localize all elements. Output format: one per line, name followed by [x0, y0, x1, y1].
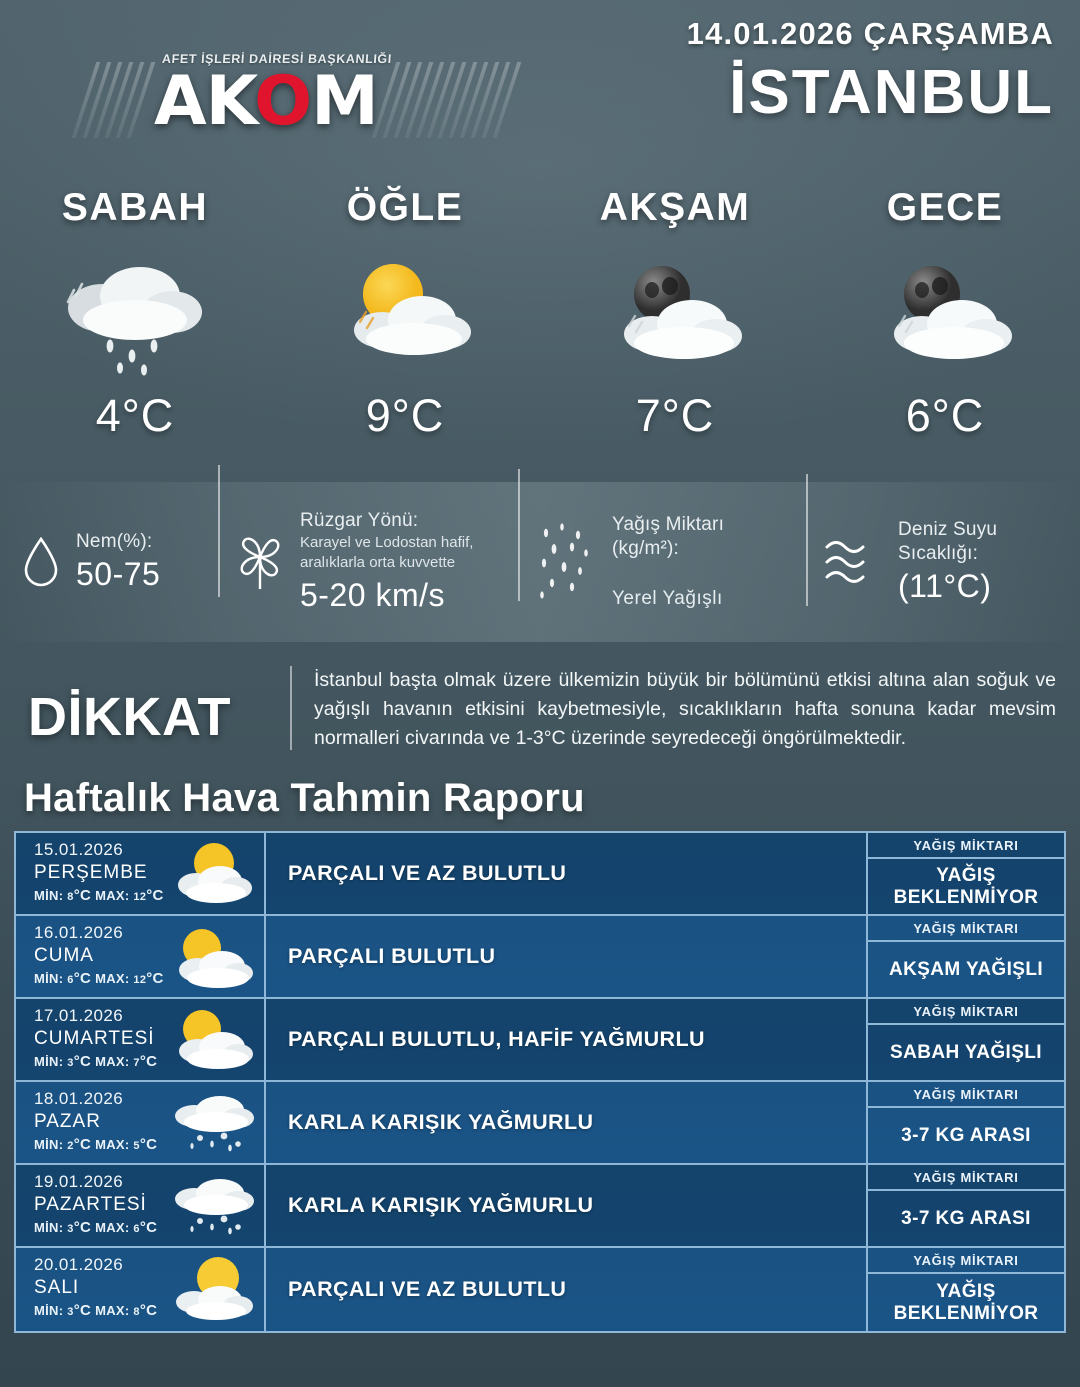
humidity-caption: Nem(%): [76, 530, 153, 552]
wind-value: 5-20 km/s [300, 576, 445, 613]
precip-header: YAĞIŞ MİKTARI [868, 1082, 1064, 1108]
precip-value: YAĞIŞ BEKLENMİYOR [893, 1280, 1039, 1324]
sun-behind-cloud-icon [162, 1252, 258, 1326]
logo-stripes-right [384, 62, 509, 138]
row-date-cell [16, 1082, 266, 1163]
logo-ak: AK [154, 62, 255, 141]
row-temps: MİN: 6°C MAX: 12°C [34, 970, 164, 987]
row-date: 15.01.2026 [34, 840, 124, 859]
metric-wind [218, 509, 518, 614]
table-row [16, 1165, 1064, 1248]
weekly-forecast-table [14, 831, 1066, 1333]
logo-m: M [311, 62, 378, 141]
daypart-ogle [270, 186, 540, 478]
max-label: MAX: [95, 1303, 130, 1318]
precip-value: AKŞAM YAĞIŞLI [888, 958, 1044, 980]
logo-wordmark [154, 62, 378, 141]
precip-header: YAĞIŞ MİKTARI [868, 916, 1064, 942]
min-label: MİN: [34, 888, 64, 903]
row-date: 16.01.2026 [34, 923, 124, 942]
min-label: MİN: [34, 971, 64, 986]
wind-detail: Karayel ve Lodostan hafif, aralıklarla orta kuvvette [300, 534, 474, 572]
row-description: PARÇALI VE AZ BULUTLU [288, 1277, 567, 1301]
precip-header: YAĞIŞ MİKTARI [868, 1165, 1064, 1191]
daypart-label: ÖĞLE [346, 186, 464, 229]
header [0, 0, 1080, 178]
precip-value: Yerel Yağışlı [612, 587, 723, 609]
akom-logo [84, 52, 664, 148]
daypart-label: AKŞAM [599, 186, 751, 229]
precip-value: 3-7 KG ARASI [901, 1124, 1031, 1146]
row-description: KARLA KARIŞIK YAĞMURLU [288, 1193, 594, 1217]
daypart-sabah [0, 186, 270, 478]
warning-section [0, 642, 1080, 770]
metric-precipitation [518, 513, 806, 610]
row-date: 20.01.2026 [34, 1255, 124, 1274]
weekly-title: Haftalık Hava Tahmin Raporu [24, 776, 585, 820]
table-row [16, 916, 1064, 999]
row-desc-cell [266, 999, 868, 1080]
min-value: 3 [67, 1223, 74, 1235]
daypart-temp: 9°C [365, 390, 445, 441]
min-value: 2 [67, 1140, 74, 1152]
min-value: 3 [67, 1057, 74, 1069]
row-date-cell [16, 833, 266, 914]
moon-behind-cloud-icon [580, 246, 770, 386]
min-label: MİN: [34, 1137, 64, 1152]
max-label: MAX: [95, 888, 130, 903]
humidity-value: 50-75 [76, 556, 161, 593]
row-precip-cell [868, 833, 1064, 914]
row-temps: MİN: 8°C MAX: 12°C [34, 887, 164, 904]
precip-header: YAĞIŞ MİKTARI [868, 999, 1064, 1025]
row-description: PARÇALI VE AZ BULUTLU [288, 861, 567, 885]
row-description: PARÇALI BULUTLU [288, 944, 496, 968]
table-row [16, 833, 1064, 916]
row-desc-cell [266, 916, 868, 997]
row-temps: MİN: 3°C MAX: 8°C [34, 1302, 158, 1319]
daypart-gece [810, 186, 1080, 478]
max-value: 8 [133, 1306, 140, 1318]
row-precip-cell [868, 1082, 1064, 1163]
row-date-cell [16, 1248, 266, 1331]
row-date: 18.01.2026 [34, 1089, 124, 1108]
precip-value: 3-7 KG ARASI [901, 1207, 1031, 1229]
max-label: MAX: [95, 1137, 130, 1152]
max-label: MAX: [95, 1220, 130, 1235]
precip-header: YAĞIŞ MİKTARI [868, 1248, 1064, 1274]
row-date-cell [16, 999, 266, 1080]
row-temps: MİN: 2°C MAX: 5°C [34, 1136, 158, 1153]
rain-drops-icon [534, 519, 598, 605]
daypart-temp: 6°C [905, 390, 985, 441]
min-label: MİN: [34, 1054, 64, 1069]
sleet-cloud-icon [162, 1169, 258, 1243]
max-value: 12 [133, 891, 147, 903]
row-description: PARÇALI BULUTLU, HAFİF YAĞMURLU [288, 1027, 705, 1051]
wind-caption: Rüzgar Yönü: [300, 510, 419, 532]
daypart-temp: 4°C [95, 390, 175, 441]
min-value: 8 [67, 891, 74, 903]
row-day: CUMARTESİ [34, 1028, 155, 1049]
table-row [16, 1082, 1064, 1165]
max-value: 6 [133, 1223, 140, 1235]
daypart-label: SABAH [61, 186, 209, 229]
logo-stripes-left [84, 62, 143, 138]
row-date: 19.01.2026 [34, 1172, 124, 1191]
sun-behind-cloud-icon [310, 246, 500, 386]
max-value: 5 [133, 1140, 140, 1152]
row-precip-cell [868, 916, 1064, 997]
row-temps: MİN: 3°C MAX: 7°C [34, 1053, 158, 1070]
metric-humidity [0, 530, 218, 595]
table-row [16, 999, 1064, 1082]
row-day: SALI [34, 1277, 80, 1298]
report-date: 14.01.2026 ÇARŞAMBA [686, 16, 1054, 51]
daypart-temp: 7°C [635, 390, 715, 441]
row-day: PAZARTESİ [34, 1194, 147, 1215]
daypart-row [0, 178, 1080, 478]
row-date-cell [16, 1165, 266, 1246]
warning-text: İstanbul başta olmak üzere ülkemizin büyük bir bölümünü etkisi altına alan soğuk ve yağışlı havanın etkisini kaybetmesiyle, sıcaklıkların hafta sonuna kadar mevsim normalleri civarında ve 1-3°C üzerinde seyredeceği öngörülmektedir. [314, 669, 1056, 749]
row-day: PAZAR [34, 1111, 101, 1132]
min-label: MİN: [34, 1303, 64, 1318]
row-date: 17.01.2026 [34, 1006, 124, 1025]
min-value: 3 [67, 1306, 74, 1318]
max-value: 7 [133, 1057, 140, 1069]
warning-divider [290, 666, 292, 750]
table-row [16, 1248, 1064, 1331]
pinwheel-icon [234, 531, 286, 593]
sea-temp-caption: Deniz Suyu Sıcaklığı: [898, 518, 998, 564]
logo-o-red: O [254, 62, 312, 141]
row-precip-cell [868, 999, 1064, 1080]
row-desc-cell [266, 833, 868, 914]
row-day: CUMA [34, 945, 94, 966]
metric-sea-temp [806, 518, 1080, 607]
row-description: KARLA KARIŞIK YAĞMURLU [288, 1110, 594, 1134]
logo-subtitle: AFET İŞLERİ DAİRESİ BAŞKANLIĞI [161, 52, 393, 66]
row-date-cell [16, 916, 266, 997]
sea-temp-value: (11°C) [898, 568, 992, 605]
max-value: 12 [133, 974, 147, 986]
warning-title: DİKKAT [28, 687, 231, 747]
row-desc-cell [266, 1165, 868, 1246]
sun-behind-cloud-icon [162, 1003, 258, 1077]
daypart-aksam [540, 186, 810, 478]
min-value: 6 [67, 974, 74, 986]
rain-cloud-icon [40, 246, 230, 386]
row-desc-cell [266, 1248, 868, 1331]
metrics-strip [0, 482, 1080, 642]
moon-behind-cloud-icon [850, 246, 1040, 386]
city-name: İSTANBUL [729, 58, 1054, 127]
precip-value: SABAH YAĞIŞLI [890, 1041, 1042, 1063]
row-precip-cell [868, 1165, 1064, 1246]
water-drop-icon [20, 534, 62, 590]
waves-icon [822, 531, 884, 593]
max-label: MAX: [95, 971, 130, 986]
row-temps: MİN: 3°C MAX: 6°C [34, 1219, 158, 1236]
row-precip-cell [868, 1248, 1064, 1331]
precip-caption: Yağış Miktarı (kg/m²): [612, 514, 725, 560]
sun-behind-cloud-icon [162, 837, 258, 911]
daypart-label: GECE [886, 186, 1004, 229]
row-desc-cell [266, 1082, 868, 1163]
precip-value: YAĞIŞ BEKLENMİYOR [893, 864, 1039, 908]
precip-header: YAĞIŞ MİKTARI [868, 833, 1064, 859]
row-day: PERŞEMBE [34, 862, 148, 883]
sleet-cloud-icon [162, 1086, 258, 1160]
min-label: MİN: [34, 1220, 64, 1235]
max-label: MAX: [95, 1054, 130, 1069]
sun-behind-cloud-icon [162, 920, 258, 994]
